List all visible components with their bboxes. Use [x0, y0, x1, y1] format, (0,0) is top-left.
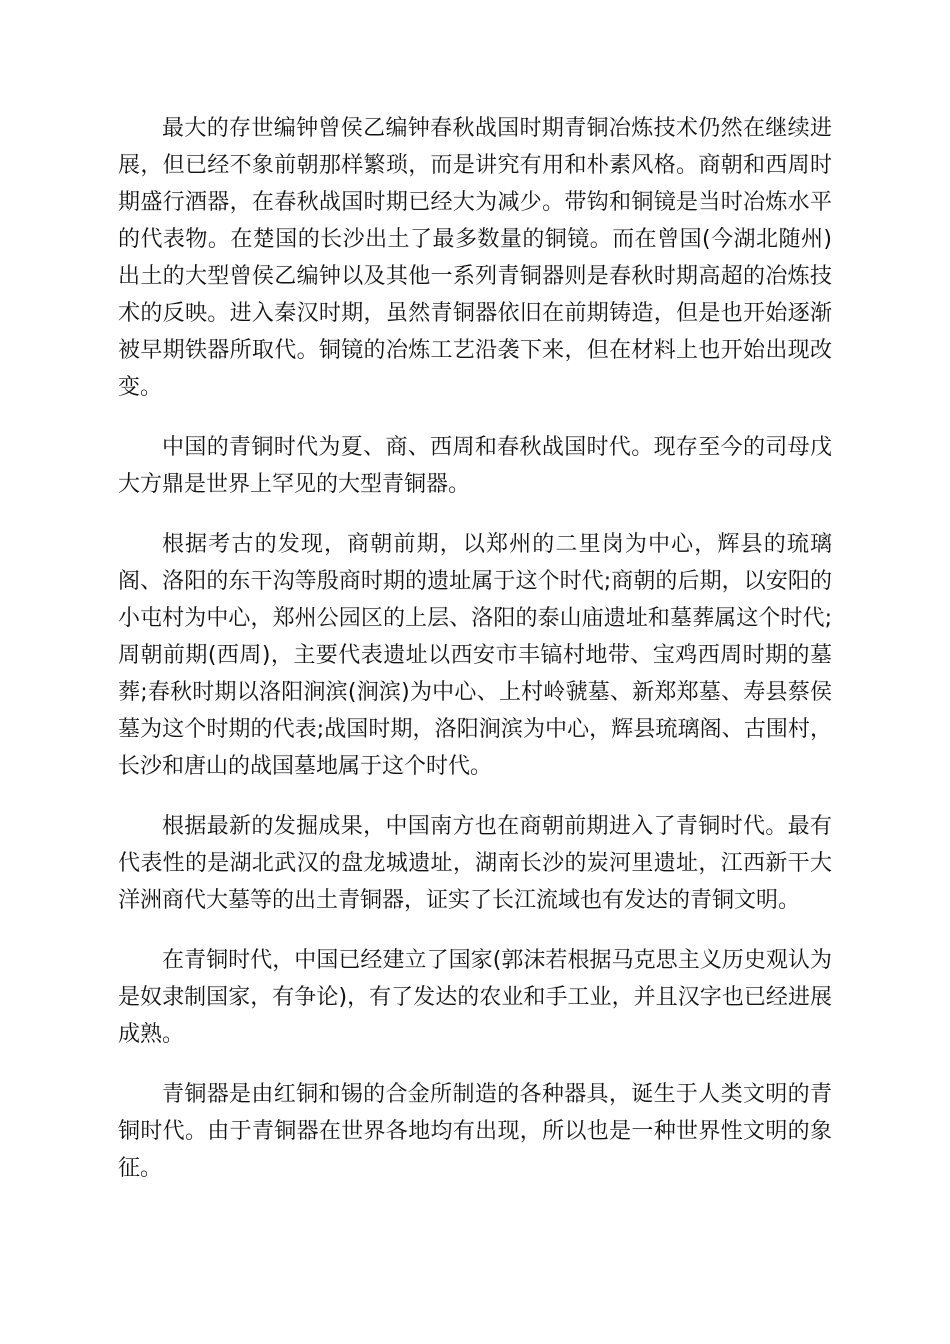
paragraph-bronze-smelting: 最大的存世编钟曾侯乙编钟春秋战国时期青铜冶炼技术仍然在继续进展，但已经不象前朝那样繁琐，而是讲究有用和朴素风格。商朝和西周时期盛行酒器，在春秋战国时期已经大为减少。带钩和铜镜是当时冶炼水平的代表物。在楚国的长沙出土了最多数量的铜镜。而在曾国(今湖北随州)出土的大型曾侯乙编钟以及其他一系列青铜器则是春秋时期高超的冶炼技术的反映。进入秦汉时期，虽然青铜器依旧在前期铸造，但是也开始逐渐被早期铁器所取代。铜镜的冶炼工艺沿袭下来，但在材料上也开始出现改变。: [118, 116, 832, 400]
document-body: [118, 110, 832, 1210]
paragraph-southern-china: 根据最新的发掘成果，中国南方也在商朝前期进入了青铜时代。最有代表性的是湖北武汉的盘龙城遗址，湖南长沙的炭河里遗址，江西新干大洋洲商代大墓等的出土青铜器，证实了长江流域也有发达的青铜文明。: [118, 814, 832, 913]
paragraph-archaeological-sites: 根据考古的发现，商朝前期，以郑州的二里岗为中心，辉县的琉璃阁、洛阳的东干沟等殷商时期的遗址属于这个时代;商朝的后期，以安阳的小屯村为中心，郑州公园区的上层、洛阳的泰山庙遗址和墓葬属这个时代;周朝前期(西周)，主要代表遗址以西安市丰镐村地带、宝鸡西周时期的墓葬;春秋时期以洛阳涧滨(涧滨)为中心、上村岭虢墓、新郑郑墓、寿县蔡侯墓为这个时期的代表;战国时期，洛阳涧滨为中心，辉县琉璃阁、古围村，长沙和唐山的战国墓地属于这个时代。: [118, 532, 832, 779]
paragraph-bronze-age-periods: 中国的青铜时代为夏、商、西周和春秋战国时代。现存至今的司母戊大方鼎是世界上罕见的大型青铜器。: [118, 435, 832, 497]
paragraph-bronze-definition: 青铜器是由红铜和锡的合金所制造的各种器具，诞生于人类文明的青铜时代。由于青铜器在世界各地均有出现，所以也是一种世界性文明的象征。: [118, 1082, 832, 1181]
paragraph-state-formation: 在青铜时代，中国已经建立了国家(郭沫若根据马克思主义历史观认为是奴隶制国家，有争论)，有了发达的农业和手工业，并且汉字也已经进展成熟。: [118, 948, 832, 1047]
